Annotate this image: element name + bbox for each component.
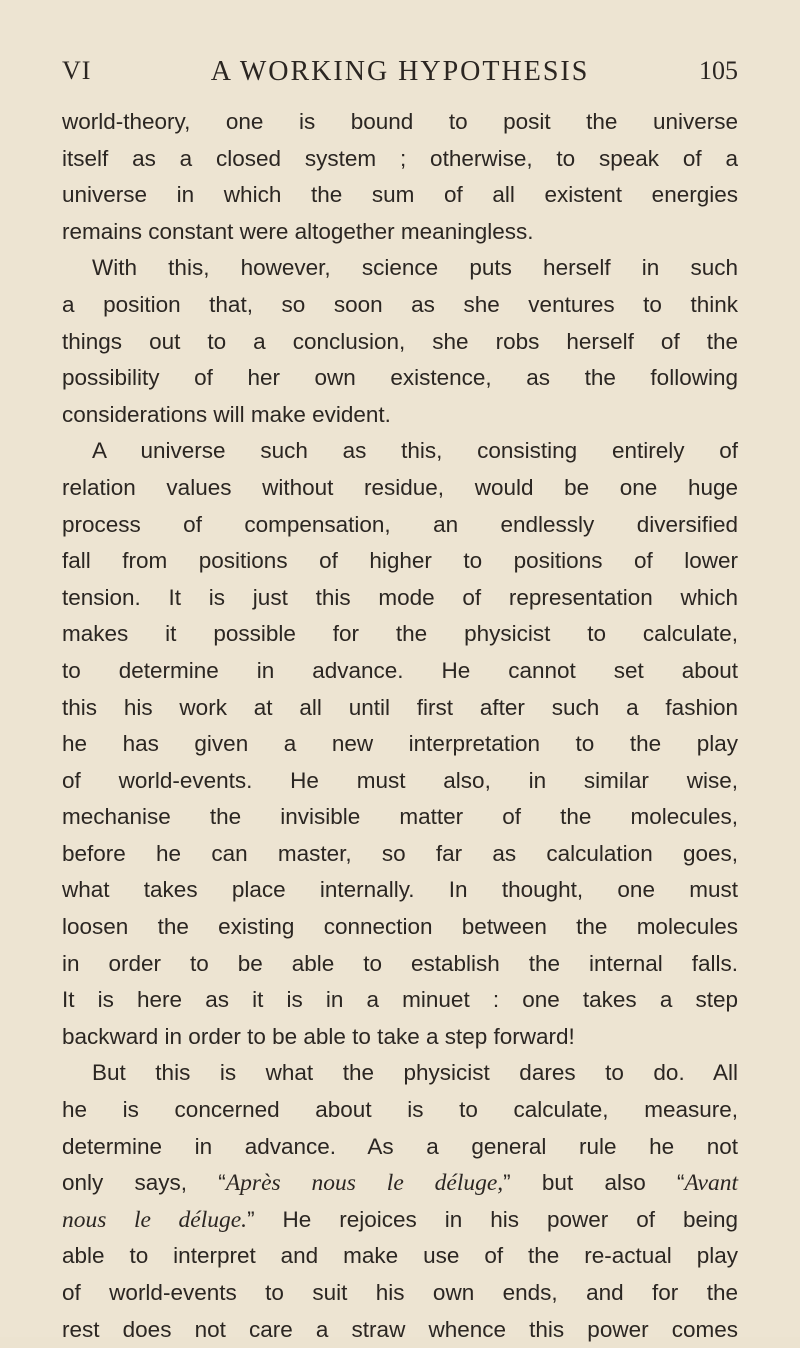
page-number: 105	[699, 56, 738, 85]
text-line: makes it possible for the physicist to calculate,	[62, 621, 738, 647]
text-line: considerations will make evident.	[62, 401, 391, 427]
text-line: he is concerned about is to calculate, measure,	[62, 1097, 738, 1123]
italic-phrase: Avant	[684, 1170, 738, 1197]
text-line: A universe such as this, consisting entirely of	[92, 438, 738, 464]
text-line: of world-events. He must also, in similar wise,	[62, 767, 738, 793]
text-line: of world-events to suit his own ends, and for the	[62, 1280, 738, 1305]
text-line: before he can master, so far as calculation goes,	[62, 840, 738, 866]
text-line: rest does not care a straw whence this power comes	[62, 1316, 738, 1342]
text-run: ” but also “	[503, 1170, 685, 1196]
text-line: determine in advance. As a general rule he not	[62, 1133, 738, 1159]
text-run: ” He rejoices in his power of being	[247, 1206, 738, 1232]
text-line: able to interpret and make use of the re-actual play	[62, 1243, 738, 1269]
text-line: world-theory, one is bound to posit the universe	[62, 109, 738, 134]
text-line: to determine in advance. He cannot set about	[62, 657, 738, 683]
text-line: remains constant were altogether meaningless.	[62, 218, 534, 244]
text-line: things out to a conclusion, she robs herself of the	[62, 328, 738, 354]
italic-phrase: nous le déluge.	[62, 1206, 248, 1233]
text-line: in order to be able to establish the internal falls.	[62, 950, 738, 976]
text-line	[62, 1202, 738, 1239]
text-line: possibility of her own existence, as the following	[62, 365, 738, 391]
text-line: universe in which the sum of all existent energies	[62, 182, 738, 208]
text-line: what takes place internally. In thought, one must	[62, 877, 738, 903]
text-line: With this, however, science puts herself in such	[92, 255, 738, 281]
text-line: relation values without residue, would be one huge	[62, 474, 738, 500]
text-line: process of compensation, an endlessly diversified	[62, 511, 738, 537]
running-head	[62, 56, 738, 96]
italic-phrase: Après nous le déluge,	[225, 1170, 504, 1197]
body-text	[62, 104, 738, 1348]
text-run: only says, “	[62, 1170, 226, 1196]
text-line: itself as a closed system ; otherwise, to speak of a	[62, 145, 738, 171]
text-line: this his work at all until first after such a fashion	[62, 694, 738, 720]
text-line: loosen the existing connection between the molecules	[62, 914, 738, 940]
text-line: But this is what the physicist dares to do. All	[92, 1060, 738, 1086]
text-line	[62, 1165, 738, 1202]
text-line: It is here as it is in a minuet : one takes a step	[62, 987, 738, 1013]
text-line: a position that, so soon as she ventures to think	[62, 291, 738, 317]
running-title: A WORKING HYPOTHESIS	[210, 56, 590, 87]
text-line: fall from positions of higher to positions of lower	[62, 548, 738, 574]
text-line: tension. It is just this mode of representation which	[62, 584, 738, 610]
text-line: backward in order to be able to take a step forward!	[62, 1023, 575, 1049]
chapter-number: VI	[62, 56, 92, 85]
text-line: mechanise the invisible matter of the molecules,	[62, 804, 738, 830]
text-line: he has given a new interpretation to the play	[62, 731, 738, 757]
